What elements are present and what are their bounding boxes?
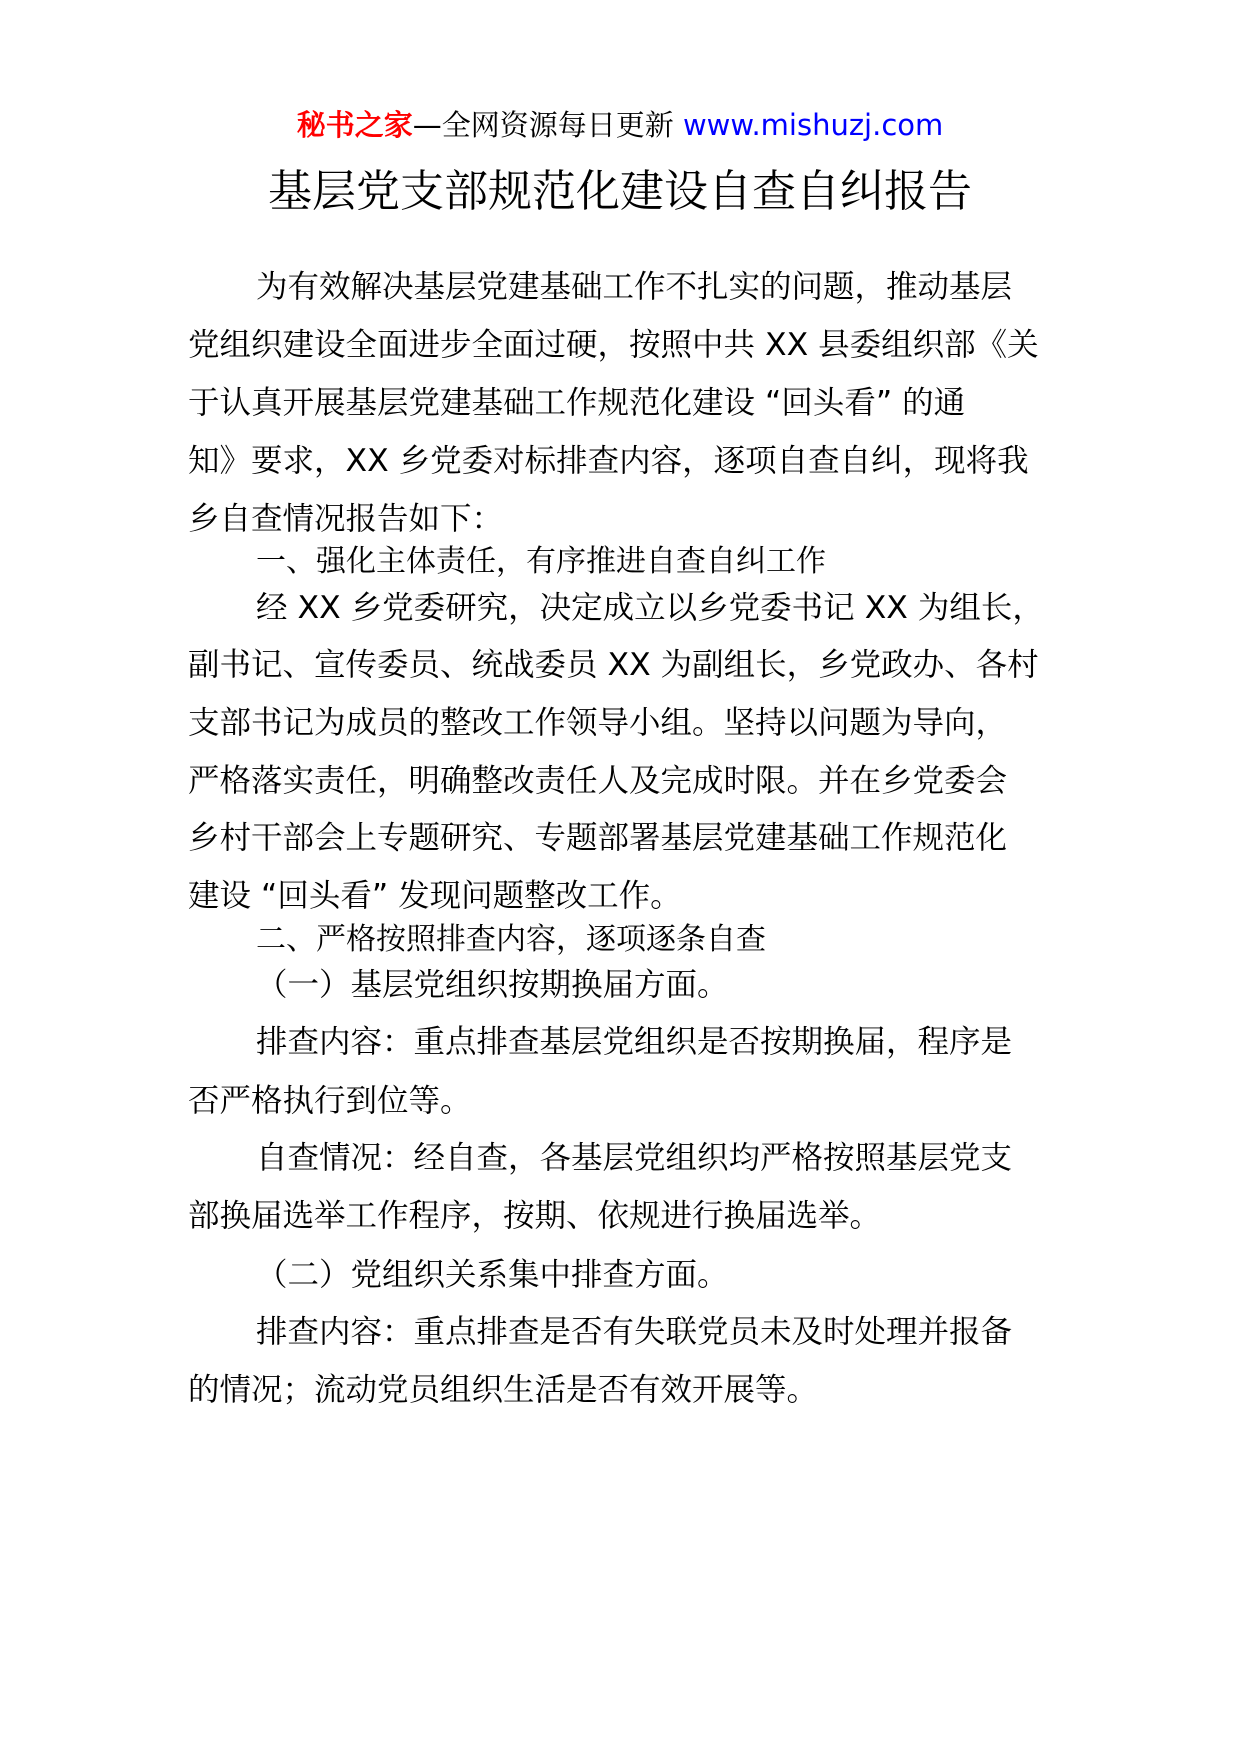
- header-tagline: —全网资源每日更新: [412, 108, 683, 142]
- site-url-link[interactable]: www.mishuzj.com: [682, 108, 944, 142]
- subsection-heading: （一）基层党组织按期换届方面。: [256, 967, 729, 1003]
- paragraph-line: 为有效解决基层党建基础工作不扎实的问题，推动基层: [256, 269, 1013, 305]
- paragraph-line: 乡自查情况报告如下：: [188, 501, 504, 537]
- subsection-heading: （二）党组织关系集中排查方面。: [256, 1257, 729, 1293]
- paragraph-line: 知》要求，XX 乡党委对标排查内容，逐项自查自纠，现将我: [188, 443, 1029, 479]
- paragraph-line: 支部书记为成员的整改工作领导小组。坚持以问题为导向，: [188, 705, 1008, 741]
- section-heading: 二、严格按照排查内容，逐项逐条自查: [256, 922, 766, 957]
- document-title: 基层党支部规范化建设自查自纠报告: [268, 166, 972, 217]
- paragraph-line: 否严格执行到位等。: [188, 1083, 472, 1119]
- paragraph-line: 排查内容：重点排查是否有失联党员未及时处理并报备: [256, 1314, 1013, 1350]
- paragraph-line: 党组织建设全面进步全面过硬，按照中共 XX 县委组织部《关: [188, 327, 1039, 363]
- paragraph-line: 严格落实责任，明确整改责任人及完成时限。并在乡党委会: [188, 763, 1008, 799]
- paragraph-line: 乡村干部会上专题研究、专题部署基层党建基础工作规范化: [188, 820, 1008, 856]
- paragraph-line: 部换届选举工作程序，按期、依规进行换届选举。: [188, 1198, 882, 1234]
- section-heading: 一、强化主体责任，有序推进自查自纠工作: [256, 544, 826, 579]
- paragraph-line: 副书记、宣传委员、统战委员 XX 为副组长，乡党政办、各村: [188, 647, 1039, 683]
- brand-name: 秘书之家: [296, 108, 413, 142]
- paragraph-line: 排查内容：重点排查基层党组织是否按期换届，程序是: [256, 1024, 1013, 1060]
- paragraph-line: 经 XX 乡党委研究，决定成立以乡党委书记 XX 为组长，: [256, 590, 1044, 626]
- paragraph-line: 自查情况：经自查，各基层党组织均严格按照基层党支: [256, 1140, 1013, 1176]
- site-header: [0, 100, 1240, 150]
- paragraph-line: 的情况；流动党员组织生活是否有效开展等。: [188, 1372, 819, 1408]
- paragraph-line: 建设 “回头看” 发现问题整改工作。: [188, 878, 682, 914]
- paragraph-line: 于认真开展基层党建基础工作规范化建设 “回头看” 的通: [188, 385, 966, 421]
